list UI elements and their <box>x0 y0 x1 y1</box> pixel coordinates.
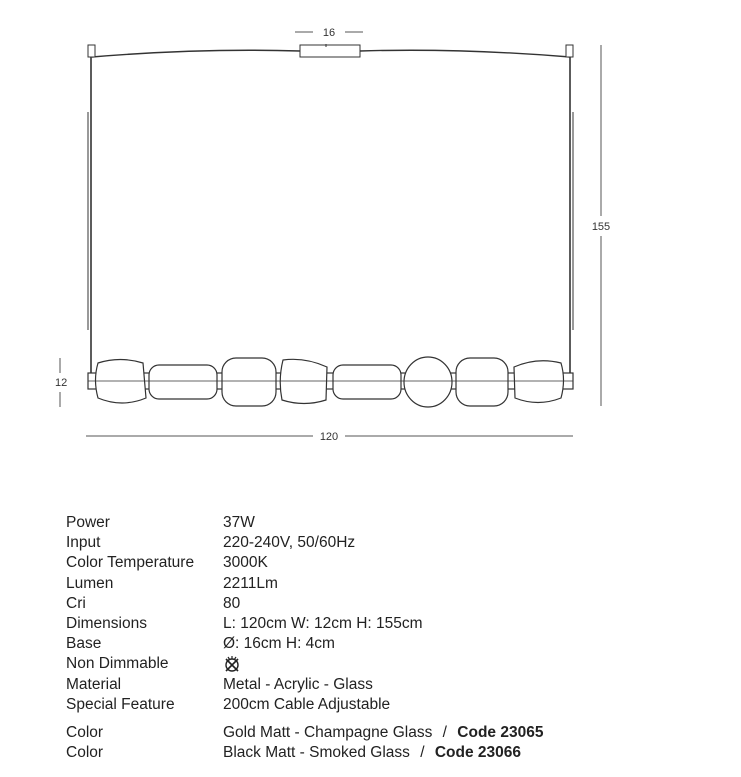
spec-row-color-temperature <box>66 553 706 573</box>
spec-value: 220-240V, 50/60Hz <box>223 534 356 552</box>
spec-value: L: 120cm W: 12cm H: 155cm <box>223 614 423 632</box>
suspension-wire-left <box>92 50 300 57</box>
color-finish: Black Matt - Smoked Glass <box>223 744 410 762</box>
spec-row-base <box>66 634 706 654</box>
spec-table <box>66 513 706 763</box>
spec-row-special-feature <box>66 695 706 715</box>
color-finish: Gold Matt - Champagne Glass <box>223 723 433 741</box>
dim-length: 120 <box>319 431 339 443</box>
spec-label: Special Feature <box>66 695 175 713</box>
spec-label: Input <box>66 534 101 552</box>
suspension-wire-right <box>360 50 570 57</box>
dim-glass-height: 12 <box>55 377 68 389</box>
spec-value: Metal - Acrylic - Glass <box>223 675 373 693</box>
spec-row-material <box>66 675 706 695</box>
spec-value: 2211Lm <box>223 574 278 592</box>
spec-row-dimensions <box>66 614 706 634</box>
glass-shade <box>280 359 327 403</box>
dim-base-width: 16 <box>322 27 336 39</box>
spec-value: 37W <box>223 514 255 531</box>
spec-label: Lumen <box>66 574 114 592</box>
spec-label: Dimensions <box>66 614 147 632</box>
color-label: Color <box>66 723 104 741</box>
spec-row-lumen <box>66 574 706 594</box>
spec-row-input <box>66 533 706 553</box>
color-label: Color <box>66 744 104 762</box>
spec-row-power <box>66 513 706 533</box>
product-code: Code 23066 <box>434 744 522 762</box>
ceiling-canopy <box>300 45 360 57</box>
spec-label: Cri <box>66 594 86 612</box>
spec-label: Color Temperature <box>66 554 195 572</box>
product-code: Code 23065 <box>457 723 544 741</box>
glass-shade <box>514 361 564 403</box>
glass-shades <box>96 357 564 407</box>
color-row-gold <box>66 723 706 743</box>
spec-row-non-dimmable <box>66 654 706 674</box>
spec-label: Non Dimmable <box>66 655 169 673</box>
spec-value: 3000K <box>223 554 268 572</box>
dim-height: 155 <box>591 221 611 233</box>
glass-shade <box>404 357 452 407</box>
spec-label: Base <box>66 635 102 653</box>
spec-row-cri <box>66 594 706 614</box>
color-row-black <box>66 743 706 763</box>
spec-value: 80 <box>223 594 241 612</box>
glass-shade <box>149 365 217 399</box>
spec-value: Ø: 16cm H: 4cm <box>223 635 335 653</box>
spec-label: Power <box>66 514 110 531</box>
non-dimmable-icon <box>223 655 241 673</box>
spec-label: Material <box>66 675 122 693</box>
glass-shade <box>333 365 401 399</box>
color-separator: / <box>420 744 425 762</box>
glass-shade <box>456 358 508 406</box>
color-separator: / <box>442 723 447 741</box>
glass-shade <box>222 358 276 406</box>
spec-value: 200cm Cable Adjustable <box>223 695 391 713</box>
